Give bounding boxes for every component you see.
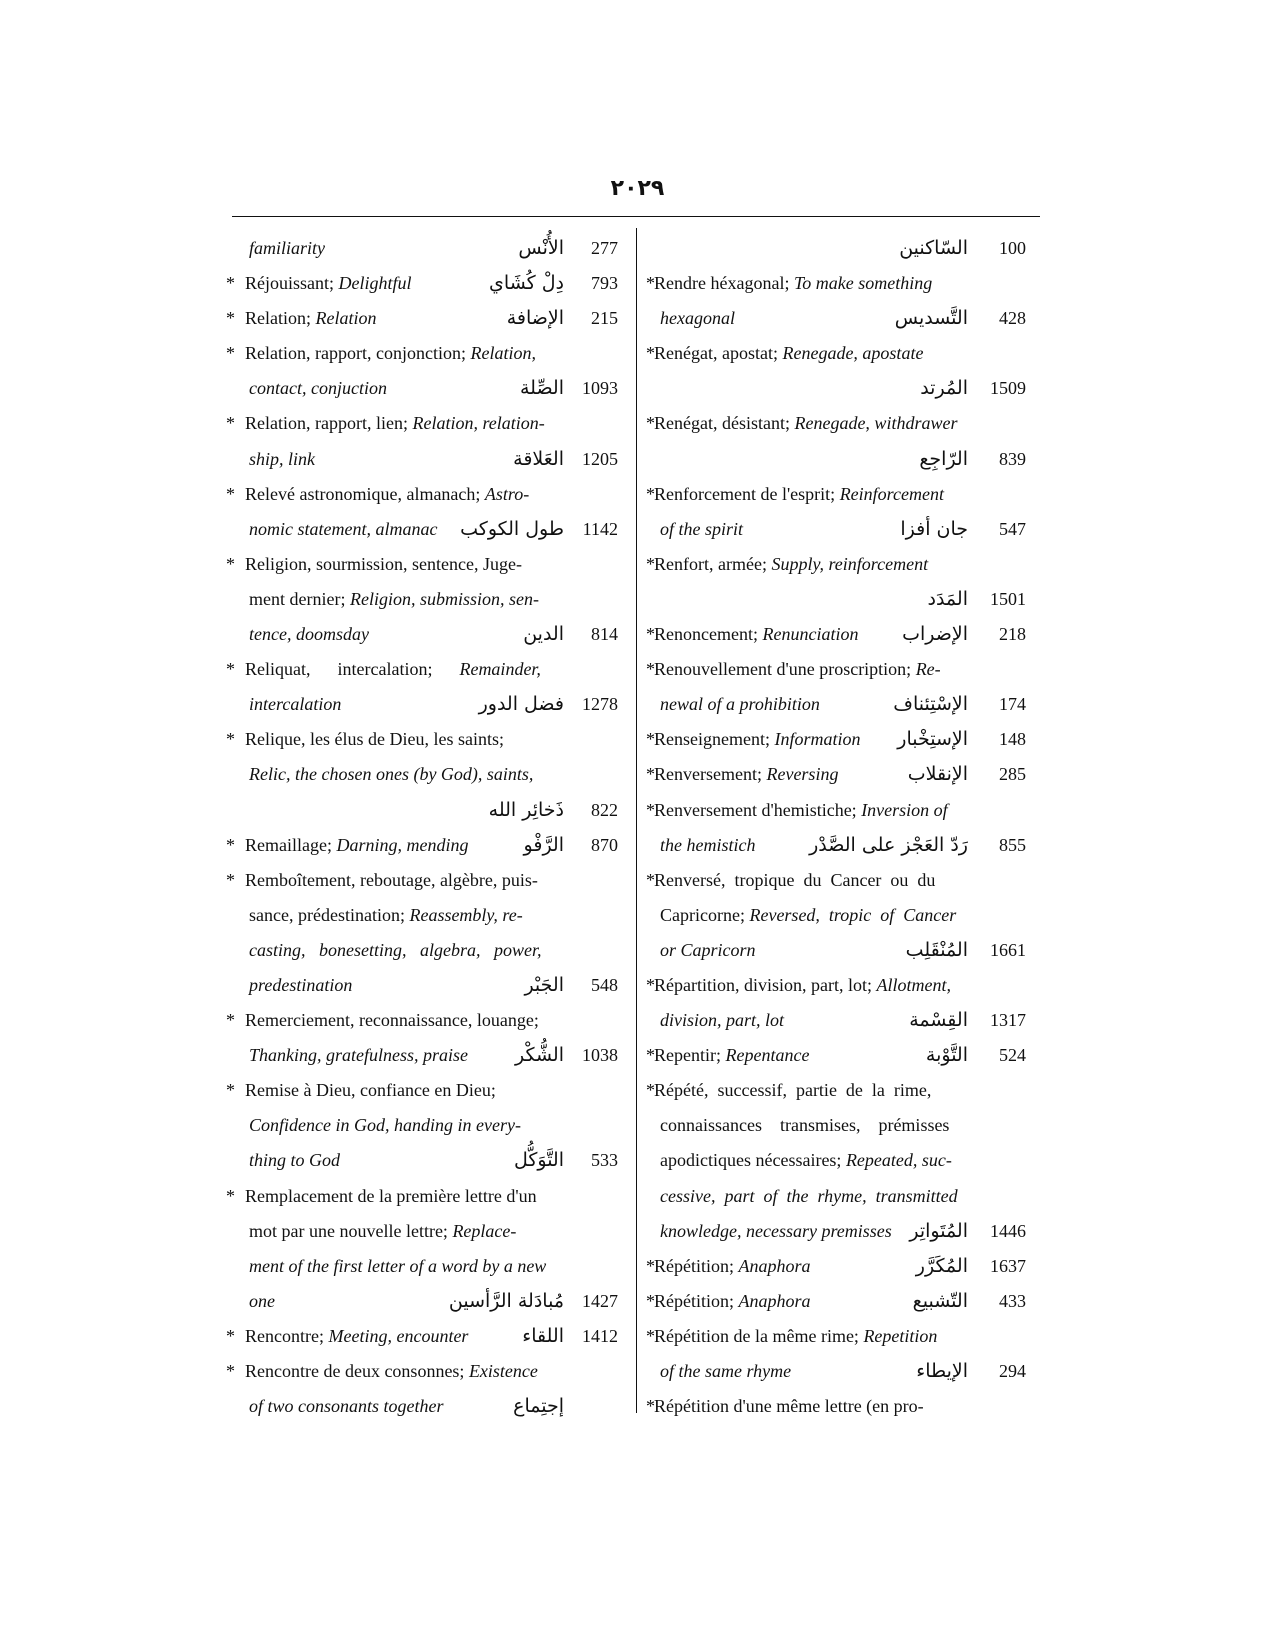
- dictionary-line: [646, 1284, 1038, 1319]
- dictionary-line: [226, 442, 622, 477]
- entry-text: Confidence in God, handing in every-: [249, 1115, 521, 1136]
- dictionary-line: [226, 933, 622, 968]
- dictionary-line: [646, 1108, 1038, 1143]
- dictionary-line: [646, 336, 1038, 371]
- entry-marker: *: [646, 764, 655, 785]
- dictionary-line: [646, 652, 1038, 687]
- entry-text: Renfort, armée; Supply, reinforcement: [654, 553, 929, 574]
- dictionary-line: [226, 722, 622, 757]
- arabic-term: ذَخائِر الله: [488, 798, 564, 821]
- arabic-term: الإضراب: [902, 623, 968, 646]
- entry-number: 855: [999, 834, 1026, 855]
- dictionary-line: [226, 371, 622, 406]
- entry-marker: *: [646, 799, 655, 820]
- arabic-term: دِلْ كُشَاي: [489, 272, 564, 295]
- left-column: [226, 231, 622, 1424]
- dictionary-line: [646, 793, 1038, 828]
- entry-text: Thanking, gratefulness, praise: [249, 1045, 468, 1066]
- entry-text: Renversé, tropique du Cancer ou du: [654, 869, 936, 890]
- entry-text: Renversement d'hemistiche; Inversion of: [654, 799, 948, 820]
- dictionary-line: [646, 301, 1038, 336]
- entry-number: 1142: [582, 518, 618, 539]
- entry-text: Religion, sourmission, sentence, Juge-: [245, 553, 522, 574]
- arabic-term: الشُّكْر: [515, 1044, 564, 1067]
- entry-number: 1661: [990, 939, 1026, 960]
- entry-marker: *: [226, 834, 235, 855]
- entry-text: Répétition de la même rime; Repetition: [654, 1325, 938, 1346]
- entry-text: Répétition; Anaphora: [654, 1255, 811, 1276]
- arabic-term: الصِّلة: [519, 377, 564, 400]
- entry-marker: *: [646, 343, 655, 364]
- entry-marker: *: [226, 343, 235, 364]
- entry-number: 1637: [990, 1255, 1026, 1276]
- entry-text: Réjouissant; Delightful: [245, 273, 412, 294]
- entry-text: Remboîtement, reboutage, algèbre, puis-: [245, 869, 538, 890]
- dictionary-line: [646, 442, 1038, 477]
- column-divider: [636, 228, 637, 1413]
- dictionary-line: [646, 1003, 1038, 1038]
- entry-number: 433: [999, 1290, 1026, 1311]
- entry-marker: *: [646, 974, 655, 995]
- entry-marker: *: [646, 729, 655, 750]
- arabic-term: الإنقلاب: [907, 763, 968, 786]
- entry-text: Reliquat, intercalation; Remainder,: [245, 659, 541, 680]
- header-rule: [232, 216, 1040, 217]
- entry-number: 1317: [990, 1010, 1026, 1031]
- arabic-term: المُرتد: [920, 377, 968, 400]
- entry-number: 814: [591, 624, 618, 645]
- entry-number: 294: [999, 1361, 1026, 1381]
- dictionary-line: [226, 301, 622, 336]
- entry-marker: *: [226, 1361, 235, 1381]
- dictionary-line: [226, 1319, 622, 1354]
- entry-marker: *: [226, 1010, 235, 1031]
- dictionary-line: [646, 933, 1038, 968]
- entry-text: Repentir; Repentance: [654, 1045, 810, 1066]
- arabic-term: مُبادَلة الرَّأسين: [448, 1289, 564, 1312]
- right-column: [646, 231, 1038, 1424]
- entry-text: nomic statement, almanac: [249, 518, 438, 539]
- entry-text: newal of a prohibition: [660, 694, 820, 715]
- entry-text: Relevé astronomique, almanach; Astro-: [245, 483, 530, 504]
- entry-marker: *: [226, 413, 235, 434]
- entry-number: 524: [999, 1045, 1026, 1066]
- entry-number: 533: [591, 1150, 618, 1171]
- entry-number: 1093: [582, 378, 618, 399]
- arabic-term: الجَبْر: [524, 973, 564, 996]
- entry-number: 100: [999, 238, 1026, 258]
- entry-text: ship, link: [249, 448, 315, 469]
- entry-text: Relation, rapport, conjonction; Relation,: [245, 343, 536, 364]
- arabic-term: التَّسديس: [894, 307, 968, 330]
- entry-text: ment dernier; Religion, submission, sen-: [249, 588, 539, 609]
- entry-number: 1427: [582, 1290, 618, 1311]
- arabic-term: اللقاء: [522, 1324, 564, 1347]
- dictionary-line: [226, 512, 622, 547]
- entry-text: or Capricorn: [660, 939, 756, 960]
- arabic-term: العَلاقة: [513, 447, 564, 470]
- entry-text: Renégat, désistant; Renegade, withdrawer: [654, 413, 958, 434]
- dictionary-line: [646, 477, 1038, 512]
- dictionary-line: [226, 687, 622, 722]
- entry-number: 1412: [582, 1325, 618, 1346]
- entry-text: predestination: [249, 974, 353, 995]
- dictionary-line: [646, 1389, 1038, 1424]
- dictionary-line: [646, 757, 1038, 792]
- entry-text: Rencontre; Meeting, encounter: [245, 1325, 469, 1346]
- entry-text: Relic, the chosen ones (by God), saints,: [249, 764, 534, 785]
- dictionary-line: [226, 1108, 622, 1143]
- arabic-term: رَدّ العَجْز على الصَّدْر: [809, 833, 968, 856]
- dictionary-line: [646, 1354, 1038, 1389]
- dictionary-line: [646, 547, 1038, 582]
- entry-text: apodictiques nécessaires; Repeated, suc-: [660, 1150, 952, 1171]
- arabic-term: المُتَواتِر: [909, 1219, 968, 1242]
- entry-number: 1205: [582, 448, 618, 469]
- arabic-term: المُكَرَّر: [915, 1254, 968, 1277]
- entry-marker: *: [646, 1255, 655, 1276]
- dictionary-line: [226, 582, 622, 617]
- entry-marker: *: [646, 1290, 655, 1311]
- entry-number: 428: [999, 308, 1026, 329]
- dictionary-line: [226, 1354, 622, 1389]
- dictionary-line: [226, 1389, 622, 1424]
- entry-text: of two consonants together: [249, 1396, 444, 1417]
- entry-number: 215: [591, 308, 618, 329]
- entry-text: division, part, lot: [660, 1010, 785, 1031]
- entry-marker: *: [226, 553, 235, 574]
- entry-text: Renseignement; Information: [654, 729, 861, 750]
- dictionary-line: [226, 898, 622, 933]
- arabic-term: الإسْتِئناف: [893, 693, 968, 716]
- arabic-term: جان أفزا: [900, 517, 968, 540]
- entry-text: one: [249, 1290, 275, 1311]
- dictionary-line: [226, 1143, 622, 1178]
- entry-number: 870: [591, 834, 618, 855]
- arabic-term: القِسْمة: [909, 1009, 968, 1032]
- dictionary-line: [226, 231, 622, 266]
- dictionary-line: [646, 1073, 1038, 1108]
- entry-text: sance, prédestination; Reassembly, re-: [249, 904, 523, 925]
- entry-text: Capricorne; Reversed, tropic of Cancer: [660, 904, 957, 925]
- entry-marker: *: [646, 413, 655, 434]
- entry-marker: *: [226, 308, 235, 329]
- entry-number: 1038: [582, 1045, 618, 1066]
- entry-marker: *: [646, 1045, 655, 1066]
- dictionary-line: [646, 1038, 1038, 1073]
- arabic-term: المَدَد: [927, 587, 968, 610]
- entry-marker: *: [226, 729, 235, 750]
- entry-text: Relique, les élus de Dieu, les saints;: [245, 729, 504, 750]
- entry-number: 218: [999, 624, 1026, 645]
- dictionary-line: [226, 1038, 622, 1073]
- entry-marker: *: [226, 869, 235, 890]
- entry-text: Répétition d'une même lettre (en pro-: [654, 1396, 924, 1417]
- entry-text: tence, doomsday: [249, 624, 369, 645]
- entry-number: 839: [999, 448, 1026, 469]
- entry-number: 174: [999, 694, 1026, 715]
- entry-number: 793: [591, 273, 618, 294]
- entry-text: mot par une nouvelle lettre; Replace-: [249, 1220, 517, 1241]
- entry-marker: *: [646, 1325, 655, 1346]
- entry-number: 1501: [990, 588, 1026, 609]
- dictionary-line: [226, 1284, 622, 1319]
- arabic-term: السّاكنين: [899, 237, 968, 259]
- arabic-term: المُنْقَلِب: [905, 938, 968, 961]
- entry-marker: *: [226, 1185, 235, 1206]
- arabic-term: التَّوَكُّل: [513, 1149, 564, 1172]
- entry-marker: *: [646, 553, 655, 574]
- entry-text: Renoncement; Renunciation: [654, 624, 859, 645]
- entry-text: Renouvellement d'une proscription; Re-: [654, 659, 941, 680]
- dictionary-line: [226, 968, 622, 1003]
- arabic-term: التّشبيع: [912, 1289, 968, 1312]
- entry-marker: *: [646, 483, 655, 504]
- entry-text: knowledge, necessary premisses: [660, 1220, 892, 1241]
- entry-marker: *: [226, 1080, 235, 1101]
- entry-text: cessive, part of the rhyme, transmitted: [660, 1185, 958, 1206]
- arabic-term: فضل الدور: [478, 693, 564, 716]
- dictionary-line: [226, 1073, 622, 1108]
- entry-marker: *: [226, 273, 235, 294]
- entry-text: Relation, rapport, lien; Relation, relation-: [245, 413, 545, 434]
- entry-number: 1509: [990, 378, 1026, 399]
- dictionary-line: [226, 1249, 622, 1284]
- entry-text: Rendre héxagonal; To make something: [654, 273, 933, 294]
- entry-number: 548: [591, 974, 618, 995]
- arabic-term: إجتِماع: [513, 1395, 564, 1418]
- entry-text: Remerciement, reconnaissance, louange;: [245, 1010, 539, 1031]
- dictionary-line: [646, 1214, 1038, 1249]
- entry-text: casting, bonesetting, algebra, power,: [249, 939, 542, 960]
- entry-marker: *: [226, 659, 235, 680]
- dictionary-line: [646, 1319, 1038, 1354]
- dictionary-line: [646, 687, 1038, 722]
- entry-text: of the spirit: [660, 518, 744, 539]
- entry-text: Relation; Relation: [245, 308, 377, 329]
- entry-marker: *: [646, 869, 655, 890]
- entry-marker: *: [646, 624, 655, 645]
- dictionary-line: [226, 793, 622, 828]
- entry-text: Remise à Dieu, confiance en Dieu;: [245, 1080, 496, 1101]
- arabic-term: التَّوْبة: [925, 1044, 968, 1067]
- dictionary-line: [226, 547, 622, 582]
- entry-number: 277: [591, 238, 618, 258]
- dictionary-line: [646, 898, 1038, 933]
- entry-text: connaissances transmises, prémisses: [660, 1115, 950, 1136]
- entry-text: intercalation: [249, 694, 342, 715]
- dictionary-line: [226, 863, 622, 898]
- dictionary-line: [646, 968, 1038, 1003]
- entry-number: 1278: [582, 694, 618, 715]
- dictionary-line: [226, 336, 622, 371]
- entry-text: of the same rhyme: [660, 1361, 792, 1381]
- entry-number: 285: [999, 764, 1026, 785]
- arabic-term: الأُنْس: [518, 237, 564, 259]
- entry-text: Remplacement de la première lettre d'un: [245, 1185, 537, 1206]
- entry-text: Répété, successif, partie de la rime,: [654, 1080, 932, 1101]
- entry-marker: *: [646, 273, 655, 294]
- dictionary-line: [646, 828, 1038, 863]
- entry-text: Répétition; Anaphora: [654, 1290, 811, 1311]
- dictionary-line: [646, 266, 1038, 301]
- dictionary-line: [646, 512, 1038, 547]
- arabic-term: الرَّفْو: [523, 833, 564, 856]
- dictionary-line: [226, 1214, 622, 1249]
- dictionary-line: [646, 406, 1038, 441]
- dictionary-line: [646, 1143, 1038, 1178]
- entry-text: ment of the first letter of a word by a new: [249, 1255, 547, 1276]
- entry-text: contact, conjuction: [249, 378, 387, 399]
- entry-marker: *: [646, 1396, 655, 1417]
- dictionary-line: [226, 652, 622, 687]
- entry-text: Renversement; Reversing: [654, 764, 839, 785]
- arabic-term: طول الكوكب: [460, 517, 564, 540]
- arabic-term: الرّاجِع: [919, 447, 968, 470]
- entry-marker: *: [226, 1325, 235, 1346]
- arabic-term: الإضافة: [506, 307, 564, 330]
- entry-number: 148: [999, 729, 1026, 750]
- entry-text: Renforcement de l'esprit; Reinforcement: [654, 483, 944, 504]
- entry-text: Rencontre de deux consonnes; Existence: [245, 1361, 538, 1381]
- entry-number: 547: [999, 518, 1026, 539]
- dictionary-line: [646, 1249, 1038, 1284]
- entry-text: Répartition, division, part, lot; Allotment,: [654, 974, 951, 995]
- entry-text: Remaillage; Darning, mending: [245, 834, 469, 855]
- dictionary-line: [226, 266, 622, 301]
- arabic-term: الإستِخْبار: [897, 728, 968, 751]
- dictionary-line: [226, 617, 622, 652]
- dictionary-line: [226, 828, 622, 863]
- page-number: ٢٠٢٩: [610, 176, 665, 201]
- dictionary-line: [646, 1179, 1038, 1214]
- dictionary-line: [646, 617, 1038, 652]
- dictionary-line: [646, 582, 1038, 617]
- entry-number: 1446: [990, 1220, 1026, 1241]
- entry-text: thing to God: [249, 1150, 341, 1171]
- dictionary-line: [226, 477, 622, 512]
- entry-number: 822: [591, 799, 618, 820]
- dictionary-line: [226, 1003, 622, 1038]
- arabic-term: الإيطاء: [916, 1360, 968, 1382]
- dictionary-line: [646, 231, 1038, 266]
- entry-text: Renégat, apostat; Renegade, apostate: [654, 343, 924, 364]
- dictionary-line: [646, 863, 1038, 898]
- dictionary-line: [226, 1179, 622, 1214]
- entry-text: familiarity: [249, 238, 325, 258]
- entry-text: the hemistich: [660, 834, 756, 855]
- entry-marker: *: [646, 659, 655, 680]
- dictionary-line: [226, 757, 622, 792]
- entry-marker: *: [226, 483, 235, 504]
- entry-text: hexagonal: [660, 308, 735, 329]
- entry-marker: *: [646, 1080, 655, 1101]
- dictionary-line: [226, 406, 622, 441]
- arabic-term: الدين: [523, 623, 564, 646]
- dictionary-line: [646, 722, 1038, 757]
- dictionary-line: [646, 371, 1038, 406]
